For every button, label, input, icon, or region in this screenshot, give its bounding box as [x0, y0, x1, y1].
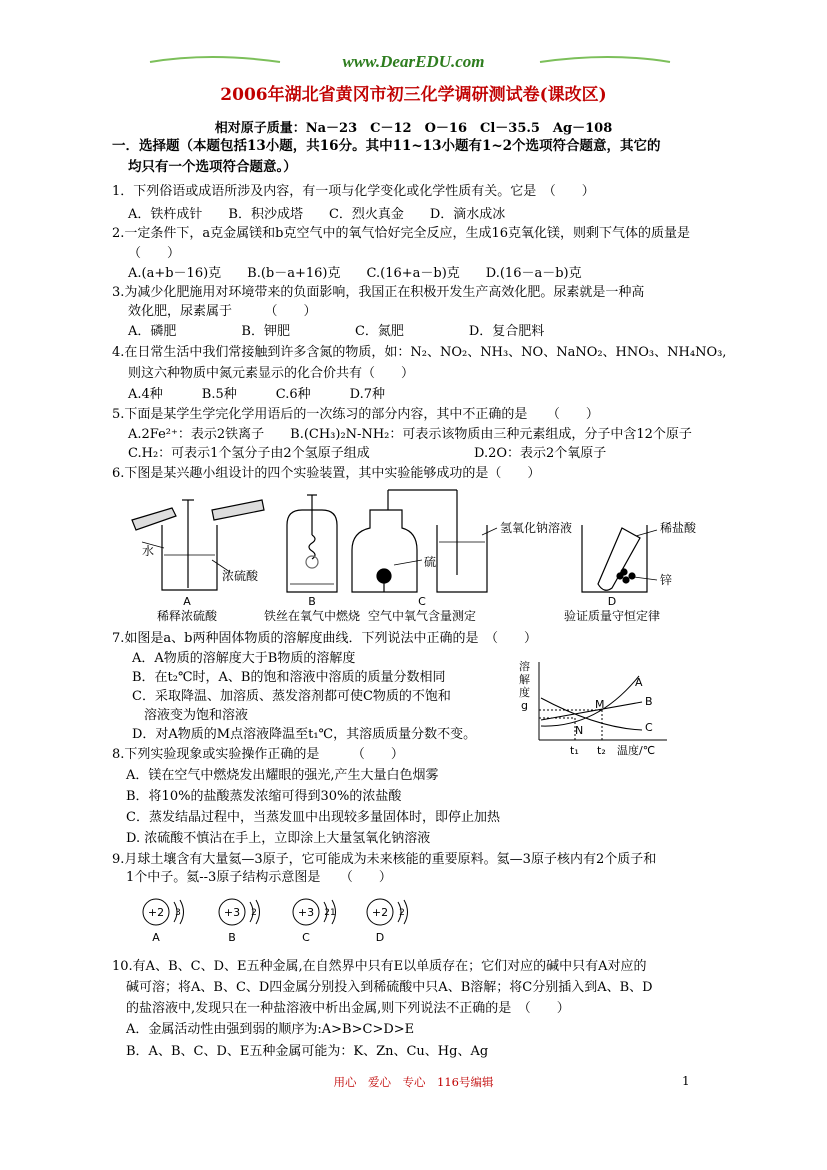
- q6-caption-d: 验证质量守恒定律: [563, 609, 661, 623]
- q10-stem: 10.有A、B、C、D、E五种金属,在自然界中只有E以单质存在；它们对应的碱中只有A对应的: [112, 959, 647, 974]
- q4-stem: 4.在日常生活中我们常接触到许多含氮的物质，如：N₂、NO₂、NH₃、NO、NaNO₂、HNO₃、NH₄NO₃,: [112, 345, 727, 360]
- q6-caption-c: 空气中氧气含量测定: [367, 609, 477, 623]
- q9-d-letter: D: [375, 931, 385, 944]
- q6-caption-b: 铁丝在氧气中燃烧: [263, 609, 361, 623]
- q5-stem: 5.下面是某学生学完化学用语后的一次练习的部分内容，其中不正确的是 （ ）: [112, 407, 599, 422]
- q10-stem-cont2: 的盐溶液中,发现只在一种盐溶液中析出金属,则下列说法不正确的是 （ ）: [126, 1001, 570, 1016]
- q7-curve-label-b: B: [645, 695, 653, 708]
- q7-option-c-cont: 溶液变为饱和溶液: [144, 708, 249, 723]
- q9-stem: 9.月球土壤含有大量氦—3原子，它可能成为未来核能的重要原料。氦—3原子核内有2个质子和: [112, 852, 657, 867]
- q8-stem: 8.下列实验现象或实验操作正确的是 （ ）: [112, 747, 404, 762]
- q3-stem: 3.为减少化肥施用对环境带来的负面影响，我国正在积极开发生产高效化肥。尿素就是一种高: [112, 285, 645, 300]
- section-heading-line2: 均只有一个选项符合题意。）: [128, 159, 297, 175]
- q6-label-acid: 浓硫酸: [222, 569, 259, 583]
- q9-stem-cont: 1个中子。氦--3原子结构示意图是 （ ）: [126, 870, 392, 885]
- q6-stem: 6.下图是某兴趣小组设计的四个实验装置，其中实验能够成功的是（ ）: [112, 466, 541, 481]
- q6-label-hcl: 稀盐酸: [660, 521, 697, 535]
- relative-atomic-masses: 相对原子质量：Na－23 C－12 O－16 Cl－35.5 Ag－108: [214, 121, 613, 136]
- q2-stem: 2.一定条件下，a克金属镁和b克空气中的氧气恰好完全反应，生成16克氧化镁，则剩下气体的质量是: [112, 226, 691, 241]
- q7-curve-b: [541, 702, 642, 720]
- q7-solubility-graph: [517, 658, 675, 758]
- q4-options: A.4种 B.5种 C.6种 D.7种: [128, 387, 385, 402]
- q9-atom-diagrams: [130, 890, 420, 945]
- q7-point-m: M: [595, 698, 605, 711]
- q7-ylabel-4: g: [521, 699, 528, 712]
- q2-options: A.(a+b－16)克 B.(b－a+16)克 C.(16+a－b)克 D.(16－a－b)克: [128, 266, 582, 281]
- q9-c-nucleus: +3: [297, 906, 315, 919]
- q8-option-a: A．镁在空气中燃烧发出耀眼的强光,产生大量白色烟雾: [126, 768, 439, 783]
- q9-a-nucleus: +2: [147, 906, 165, 919]
- q4-stem-cont: 则这六种物质中氮元素显示的化合价共有（ ）: [128, 366, 415, 381]
- q3-stem-cont: 效化肥，尿素属于 （ ）: [128, 304, 317, 319]
- q8-option-b: B．将10%的盐酸蒸发浓缩可得到30%的浓盐酸: [126, 789, 402, 804]
- q7-curve-a: [541, 676, 639, 726]
- q7-option-b: B．在t₂℃时，A、B的饱和溶液中溶质的质量分数相同: [132, 670, 446, 685]
- q7-ylabel-1: 溶: [519, 660, 530, 673]
- q9-c-letter: C: [302, 931, 310, 944]
- q1-stem: 1．下列俗语或成语所涉及内容，有一项与化学变化或化学性质有关。它是 （ ）: [112, 184, 595, 199]
- q6-label-sulfur: 硫: [424, 555, 437, 569]
- q10-option-a: A．金属活动性由强到弱的顺序为:A>B>C>D>E: [126, 1022, 415, 1037]
- q9-b-shells: 2: [251, 908, 257, 918]
- section-heading: [112, 136, 724, 178]
- site-logo: www.DearEDU.com: [342, 52, 485, 71]
- q7-point-n: N: [575, 724, 584, 737]
- q2-stem-cont: （ ）: [128, 246, 181, 261]
- q9-c-shells: 21: [324, 908, 336, 918]
- q6-caption-a: 稀释浓硫酸: [156, 609, 218, 623]
- q5-option-c: C.H₂：可表示1个氢分子由2个氢原子组成: [128, 446, 370, 461]
- q9-d-shells: 2: [399, 908, 405, 918]
- q7-tick-t1: t₁: [570, 744, 579, 757]
- page-number: 1: [682, 1074, 690, 1088]
- q9-a-letter: A: [152, 931, 160, 944]
- q7-tick-t2: t₂: [597, 744, 606, 757]
- q10-stem-cont: 碱可溶；将A、B、C、D四金属分别投入到稀硫酸中只A、B溶解；将C分别插入到A、B、D: [126, 980, 653, 995]
- q6-caption-letter-d: D: [607, 595, 617, 608]
- q1-options: A．铁杵成针 B．积沙成塔 C．烈火真金 D．滴水成冰: [128, 207, 506, 222]
- q6-label-ice: 水: [142, 544, 155, 558]
- q7-option-d: D．对A物质的M点溶液降温至t₁℃，其溶质质量分数不变。: [132, 727, 477, 742]
- q6-label-zinc: 锌: [660, 573, 673, 587]
- q5-option-d: D.2O：表示2个氧原子: [474, 446, 607, 461]
- q7-curve-label-a: A: [635, 676, 643, 689]
- q10-option-b: B．A、B、C、D、E五种金属可能为：K、Zn、Cu、Hg、Ag: [126, 1044, 489, 1059]
- q7-ylabel-3: 度: [519, 686, 530, 699]
- q8-option-c: C．蒸发结晶过程中，当蒸发皿中出现较多量固体时，即停止加热: [126, 810, 500, 825]
- q9-b-nucleus: +3: [223, 906, 241, 919]
- q7-xlabel: 温度/℃: [617, 744, 656, 757]
- q9-d-nucleus: +2: [371, 906, 389, 919]
- q7-stem: 7.如图是a、b两种固体物质的溶解度曲线．下列说法中正确的是 （ ）: [112, 631, 537, 646]
- q7-curve-label-c: C: [645, 721, 653, 734]
- q7-option-a: A．A物质的溶解度大于B物质的溶解度: [132, 651, 356, 666]
- q6-label-naoh: 氢氧化钠溶液: [500, 521, 573, 535]
- q8-option-d: D. 浓硫酸不慎沾在手上，立即涂上大量氢氧化钠溶液: [126, 831, 431, 846]
- q6-caption-letter-a: A: [183, 595, 191, 608]
- q6-apparatus-figure: [112, 480, 697, 625]
- section-heading-line1: 一．选择题（本题包括13小题，共16分。其中11~13小题有1~2个选项符合题意，其它的: [112, 138, 661, 154]
- q7-option-c: C．采取降温、加溶质、蒸发溶剂都可使C物质的不饱和: [132, 689, 451, 704]
- q7-ylabel-2: 解: [519, 673, 530, 686]
- q3-options: A．磷肥 B．钾肥 C．氮肥 D．复合肥料: [128, 324, 545, 339]
- q6-caption-letter-c: C: [418, 595, 426, 608]
- q6-caption-letter-b: B: [308, 595, 316, 608]
- q5-option-a-b: A.2Fe²⁺：表示2铁离子 B.(CH₃)₂N-NH₂：可表示该物质由三种元素组成，分子中含12个原子: [128, 427, 692, 442]
- footer-editor-note: 用心 爱心 专心 116号编辑: [333, 1075, 494, 1089]
- page-title: 2006年湖北省黄冈市初三化学调研测试卷(课改区): [220, 85, 607, 105]
- q9-b-letter: B: [228, 931, 236, 944]
- q9-a-shells: 3: [175, 908, 181, 918]
